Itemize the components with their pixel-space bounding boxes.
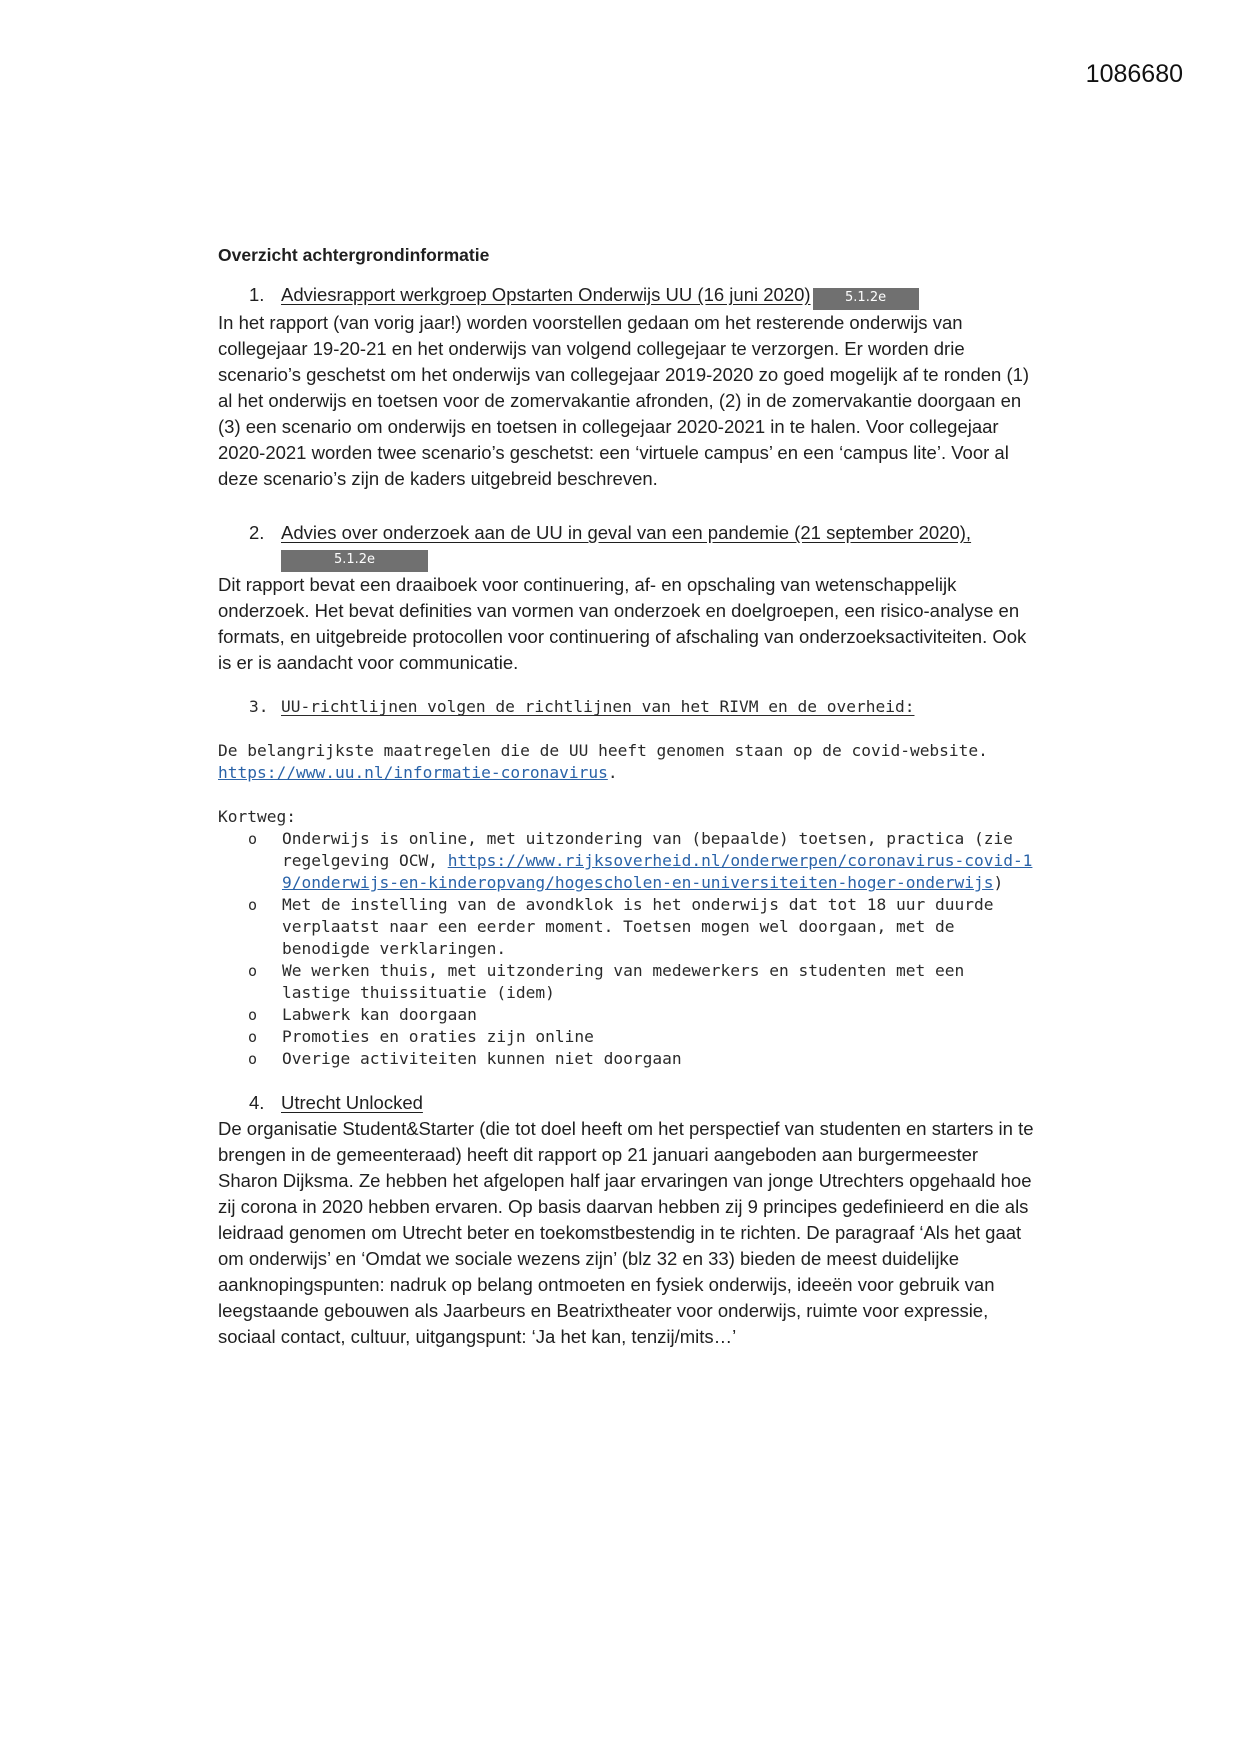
list-item	[218, 960, 1038, 1004]
list-item	[218, 828, 1038, 894]
list-item-text: Promoties en oraties zijn online	[282, 1027, 594, 1047]
section-3-title: UU-richtlijnen volgen de richtlijnen van het RIVM en de overheid:	[281, 697, 915, 717]
bullet-icon: o	[248, 1050, 258, 1069]
section-4-heading	[218, 1090, 1038, 1116]
section-1-body: In het rapport (van vorig jaar!) worden voorstellen gedaan om het resterende onderwijs van collegejaar 19-20-21 en het onderwijs van volgend collegejaar te verzorgen. Er worden drie scenario’s geschetst om het onderwijs van collegejaar 2019-2020 zo goed mogelijk af te ronden (1) al het onderwijs en toetsen voor de zomervakantie afronden, (2) in de zomervakantie doorgaan en (3) een scenario om onderwijs en toetsen in collegejaar 2020-2021 in te halen. Voor collegejaar 2020-2021 worden twee scenario’s geschetst: een ‘virtuele campus’ en een ‘campus lite’. Voor al deze scenario’s zijn de kaders uitgebreid beschreven.	[218, 312, 1030, 489]
bullet-icon: o	[248, 1006, 258, 1025]
section-4-title: Utrecht Unlocked	[281, 1092, 423, 1114]
bullet-icon: o	[248, 962, 258, 981]
bullet-icon: o	[248, 830, 258, 849]
section-1-number: 1.	[249, 284, 265, 305]
section-2-title: Advies over onderzoek aan de UU in geval van een pandemie (21 september 2020),	[281, 522, 972, 543]
section-3-number: 3.	[249, 697, 269, 717]
list-item-text: We werken thuis, met uitzondering van medewerkers en studenten met een lastige thuissituatie (idem)	[282, 961, 965, 1003]
section-3-intro	[218, 740, 1038, 784]
document-body	[218, 242, 1038, 1350]
redaction-box: 5.1.2e	[281, 550, 428, 572]
list-item	[218, 1004, 1038, 1026]
list-item	[218, 1026, 1038, 1048]
section-4-body: De organisatie Student&Starter (die tot doel heeft om het perspectief van studenten en starters in te brengen in de gemeenteraad) heeft dit rapport op 21 januari aangeboden aan burgermeester Sharon Dijksma. Ze hebben het afgelopen half jaar ervaringen van jonge Utrechters opgehaald hoe zij corona in 2020 hebben ervaren. Op basis daarvan hebben zij 9 principes gedefinieerd en die als leidraad genomen om Utrecht beter en toekomstbestendig in te richten. De paragraaf ‘Als het gaat om onderwijs’ en ‘Omdat we sociale wezens zijn’ (blz 32 en 33) bieden de meest duidelijke aanknopingspunten: nadruk op belang ontmoeten en fysiek onderwijs, ideeën voor gebruik van leegstaande gebouwen als Jaarbeurs en Beatrixtheater voor onderwijs, ruimte voor expressie, sociaal contact, cultuur, uitgangspunt: ‘Ja het kan, tenzij/mits…’	[218, 1118, 1034, 1348]
section-3-intro-text: De belangrijkste maatregelen die de UU heeft genomen staan op de covid-website.	[218, 741, 988, 761]
page-title: Overzicht achtergrondinformatie	[218, 245, 490, 265]
redaction-box: 5.1.2e	[813, 288, 919, 310]
list-item-text: Met de instelling van de avondklok is het onderwijs dat tot 18 uur duurde verplaatst naar een eerder moment. Toetsen mogen wel doorgaan, met de benodigde verklaringen.	[282, 895, 994, 959]
section-3	[218, 696, 1038, 1070]
section-2-body: Dit rapport bevat een draaiboek voor continuering, af- en opschaling van wetenschappelijk onderzoek. Het bevat definities van vormen van onderzoek en doelgroepen, een risico-analyse en formats, en uitgebreide protocollen voor continuering of afschaling van onderzoeksactiviteiten. Ook is er is aandacht voor communicatie.	[218, 574, 1027, 674]
section-1-title: Adviesrapport werkgroep Opstarten Onderwijs UU (16 juni 2020)	[281, 284, 811, 305]
section-4-number: 4.	[249, 1092, 265, 1114]
list-item	[218, 1048, 1038, 1070]
section-3-heading	[218, 696, 1038, 718]
section-2-number: 2.	[249, 522, 265, 543]
measures-list	[218, 828, 1038, 1070]
section-1-heading	[218, 282, 1038, 310]
bullet-icon: o	[248, 896, 258, 915]
document-number: 1086680	[1085, 60, 1183, 88]
kortweg-label: Kortweg:	[218, 807, 296, 827]
bullet-icon: o	[248, 1028, 258, 1047]
list-item-text: Labwerk kan doorgaan	[282, 1005, 477, 1025]
list-item-end: )	[993, 873, 1004, 893]
section-2-heading	[218, 520, 1038, 546]
intro-end: .	[607, 763, 618, 783]
rijksoverheid-link[interactable]: https://www.rijksoverheid.nl/onderwerpen/coronavirus-covid-19/onderwijs-en-kinderopvang/hogescholen-en-universiteiten-hoger-onderwijs	[282, 851, 1033, 893]
list-item	[218, 894, 1038, 960]
list-item-text: Overige activiteiten kunnen niet doorgaan	[282, 1049, 682, 1069]
list-item-text: Onderwijs is online, met uitzondering van (bepaalde) toetsen, practica (zie regelgeving OCW,	[282, 829, 1013, 871]
covid-website-link[interactable]: https://www.uu.nl/informatie-coronavirus	[218, 763, 608, 783]
